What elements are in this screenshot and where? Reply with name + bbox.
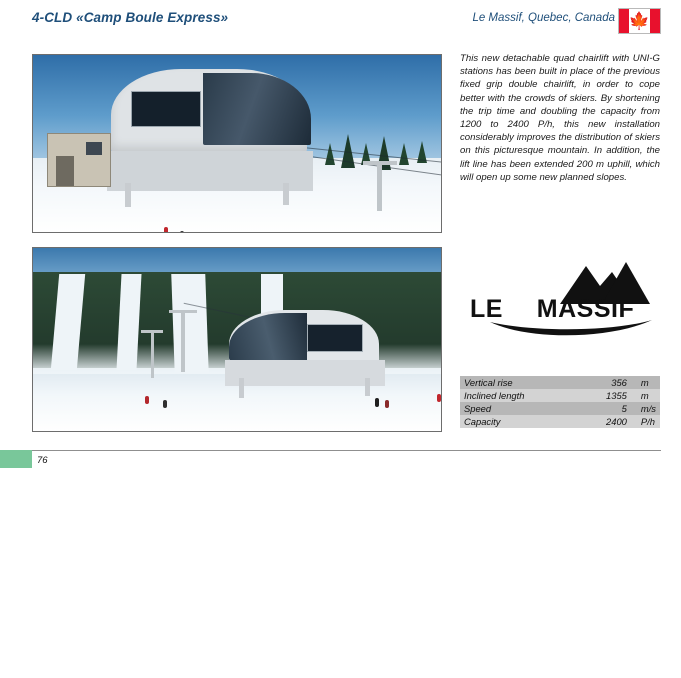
flag-bar-right: [650, 9, 660, 33]
station-leg: [283, 183, 289, 205]
skier-figure: [163, 400, 167, 408]
uni-g-station: [111, 69, 307, 153]
station-leg: [239, 378, 244, 398]
station-platform: [225, 360, 385, 386]
spec-unit: m: [640, 390, 649, 401]
location-label: Le Massif, Quebec, Canada: [472, 12, 615, 24]
specifications-table: [460, 376, 660, 428]
lift-tower: [377, 163, 382, 211]
footer-color-tab: [0, 450, 32, 468]
building-door: [56, 156, 74, 186]
spec-unit: m: [640, 377, 649, 388]
spec-unit: m/s: [640, 403, 656, 414]
tower-crossarm: [141, 330, 163, 333]
skier-figure: [437, 394, 441, 402]
building-window: [86, 142, 102, 155]
tree-icon: [325, 143, 335, 165]
photo-top-station: [32, 54, 442, 233]
photo-bottom-station: [32, 247, 442, 432]
skier-figure: [164, 227, 168, 233]
le-massif-logo: [462, 256, 658, 346]
spec-label: Inclined length: [464, 390, 525, 401]
skier-figure: [385, 400, 389, 408]
skier-figure: [180, 231, 184, 233]
station-leg: [365, 378, 370, 396]
page-title: 4-CLD «Camp Boule Express»: [32, 10, 229, 25]
logo-word-le: LE: [470, 295, 503, 323]
lift-tower: [151, 332, 154, 378]
footer-divider: [32, 450, 661, 451]
spec-value: 1355: [606, 390, 627, 401]
spec-value: 5: [621, 403, 627, 414]
canada-flag-icon: [618, 8, 661, 34]
swoosh-icon: [488, 318, 654, 340]
spec-label: Speed: [464, 403, 492, 414]
table-row: [460, 415, 660, 428]
spec-label: Vertical rise: [464, 377, 513, 388]
spec-value: 356: [611, 377, 627, 388]
maple-leaf-icon: 🍁: [628, 11, 651, 31]
station-window: [131, 91, 201, 127]
table-row: [460, 376, 660, 389]
skier-figure: [375, 398, 379, 407]
spec-unit: P/h: [640, 416, 655, 427]
tower-crossarm: [169, 310, 197, 313]
flag-bar-left: [619, 9, 629, 33]
tower-crossarm: [363, 161, 397, 165]
skier-figure: [145, 396, 149, 404]
lift-tower: [181, 312, 185, 372]
spec-value: 2400: [606, 416, 627, 427]
table-row: [460, 389, 660, 402]
tree-icon: [399, 143, 409, 165]
description-text: This new detachable quad chairlift with UNI-G stations has been built in place of the previous fixed grip double chairlift, in order to cope better with the crowds of skiers. By shortening the trip time and doubling the capacity from 1200 to 2400 P/h, this new installation considerably improves the distribution of skiers on this picturesque mountain. In addition, the lift line has been extended 200 m uphill, which will open up some new planned slopes.: [460, 53, 660, 183]
table-row: [460, 402, 660, 415]
service-building: [47, 133, 111, 187]
page-number: 76: [37, 455, 48, 466]
spec-label: Capacity: [464, 416, 501, 427]
logo-word-massif: MASSIF: [536, 295, 635, 323]
station-window: [307, 324, 363, 352]
station-leg: [125, 183, 131, 207]
